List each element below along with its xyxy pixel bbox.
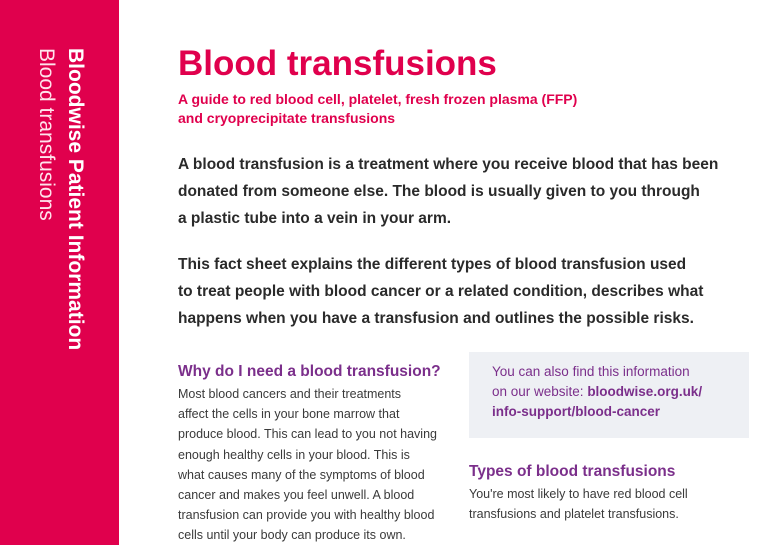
why-line: what causes many of the symptoms of blood <box>178 467 425 482</box>
types-line: You're most likely to have red blood cell <box>469 487 688 501</box>
why-line: enough healthy cells in your blood. This is <box>178 447 410 462</box>
page-title: Blood transfusions <box>178 44 497 83</box>
intro-line: A blood transfusion is a treatment where you receive blood that has been <box>178 156 719 173</box>
types-heading: Types of blood transfusions <box>469 463 676 480</box>
callout-line: You can also find this information <box>492 364 690 379</box>
callout-line <box>492 382 737 402</box>
intro-line: happens when you have a transfusion and outlines the possible risks. <box>178 310 694 327</box>
why-line: cancer and makes you feel unwell. A blood <box>178 488 415 503</box>
why-line: affect the cells in your bone marrow that <box>178 407 400 422</box>
why-line: Most blood cancers and their treatments <box>178 387 402 401</box>
why-line: transfusion can provide you with healthy blood <box>178 508 435 523</box>
why-line: produce blood. This can lead to you not having <box>178 427 437 442</box>
why-body <box>178 384 453 546</box>
sidebar-title-bold: Bloodwise Patient Information <box>64 48 87 351</box>
website-link[interactable]: bloodwise.org.uk/ <box>587 384 703 399</box>
website-callout <box>469 352 749 438</box>
intro-line: a plastic tube into a vein in your arm. <box>178 210 452 227</box>
callout-prefix: on our website: <box>492 384 588 399</box>
intro-line: This fact sheet explains the different types of blood transfusion used <box>178 256 687 273</box>
intro-paragraph-1 <box>178 151 738 232</box>
page-subtitle <box>178 90 698 128</box>
callout-line <box>492 402 737 422</box>
types-section <box>469 460 739 524</box>
subtitle-line: and cryoprecipitate transfusions <box>178 110 396 126</box>
why-line: cells until your body can produce its own. <box>178 528 406 543</box>
sidebar-band <box>0 0 119 545</box>
types-line: transfusions and platelet transfusions. <box>469 507 679 522</box>
intro-line: donated from someone else. The blood is usually given to you through <box>178 183 700 200</box>
subtitle-line: A guide to red blood cell, platelet, fresh frozen plasma (FFP) <box>178 91 578 107</box>
why-heading: Why do I need a blood transfusion? <box>178 363 441 380</box>
intro-line: to treat people with blood cancer or a related condition, describes what <box>178 283 704 300</box>
why-section <box>178 360 453 546</box>
intro-paragraph-2 <box>178 251 738 332</box>
types-body <box>469 484 739 524</box>
website-link-continued[interactable]: info-support/blood-cancer <box>492 404 660 419</box>
sidebar-title-light: Blood transfusions <box>35 48 58 221</box>
